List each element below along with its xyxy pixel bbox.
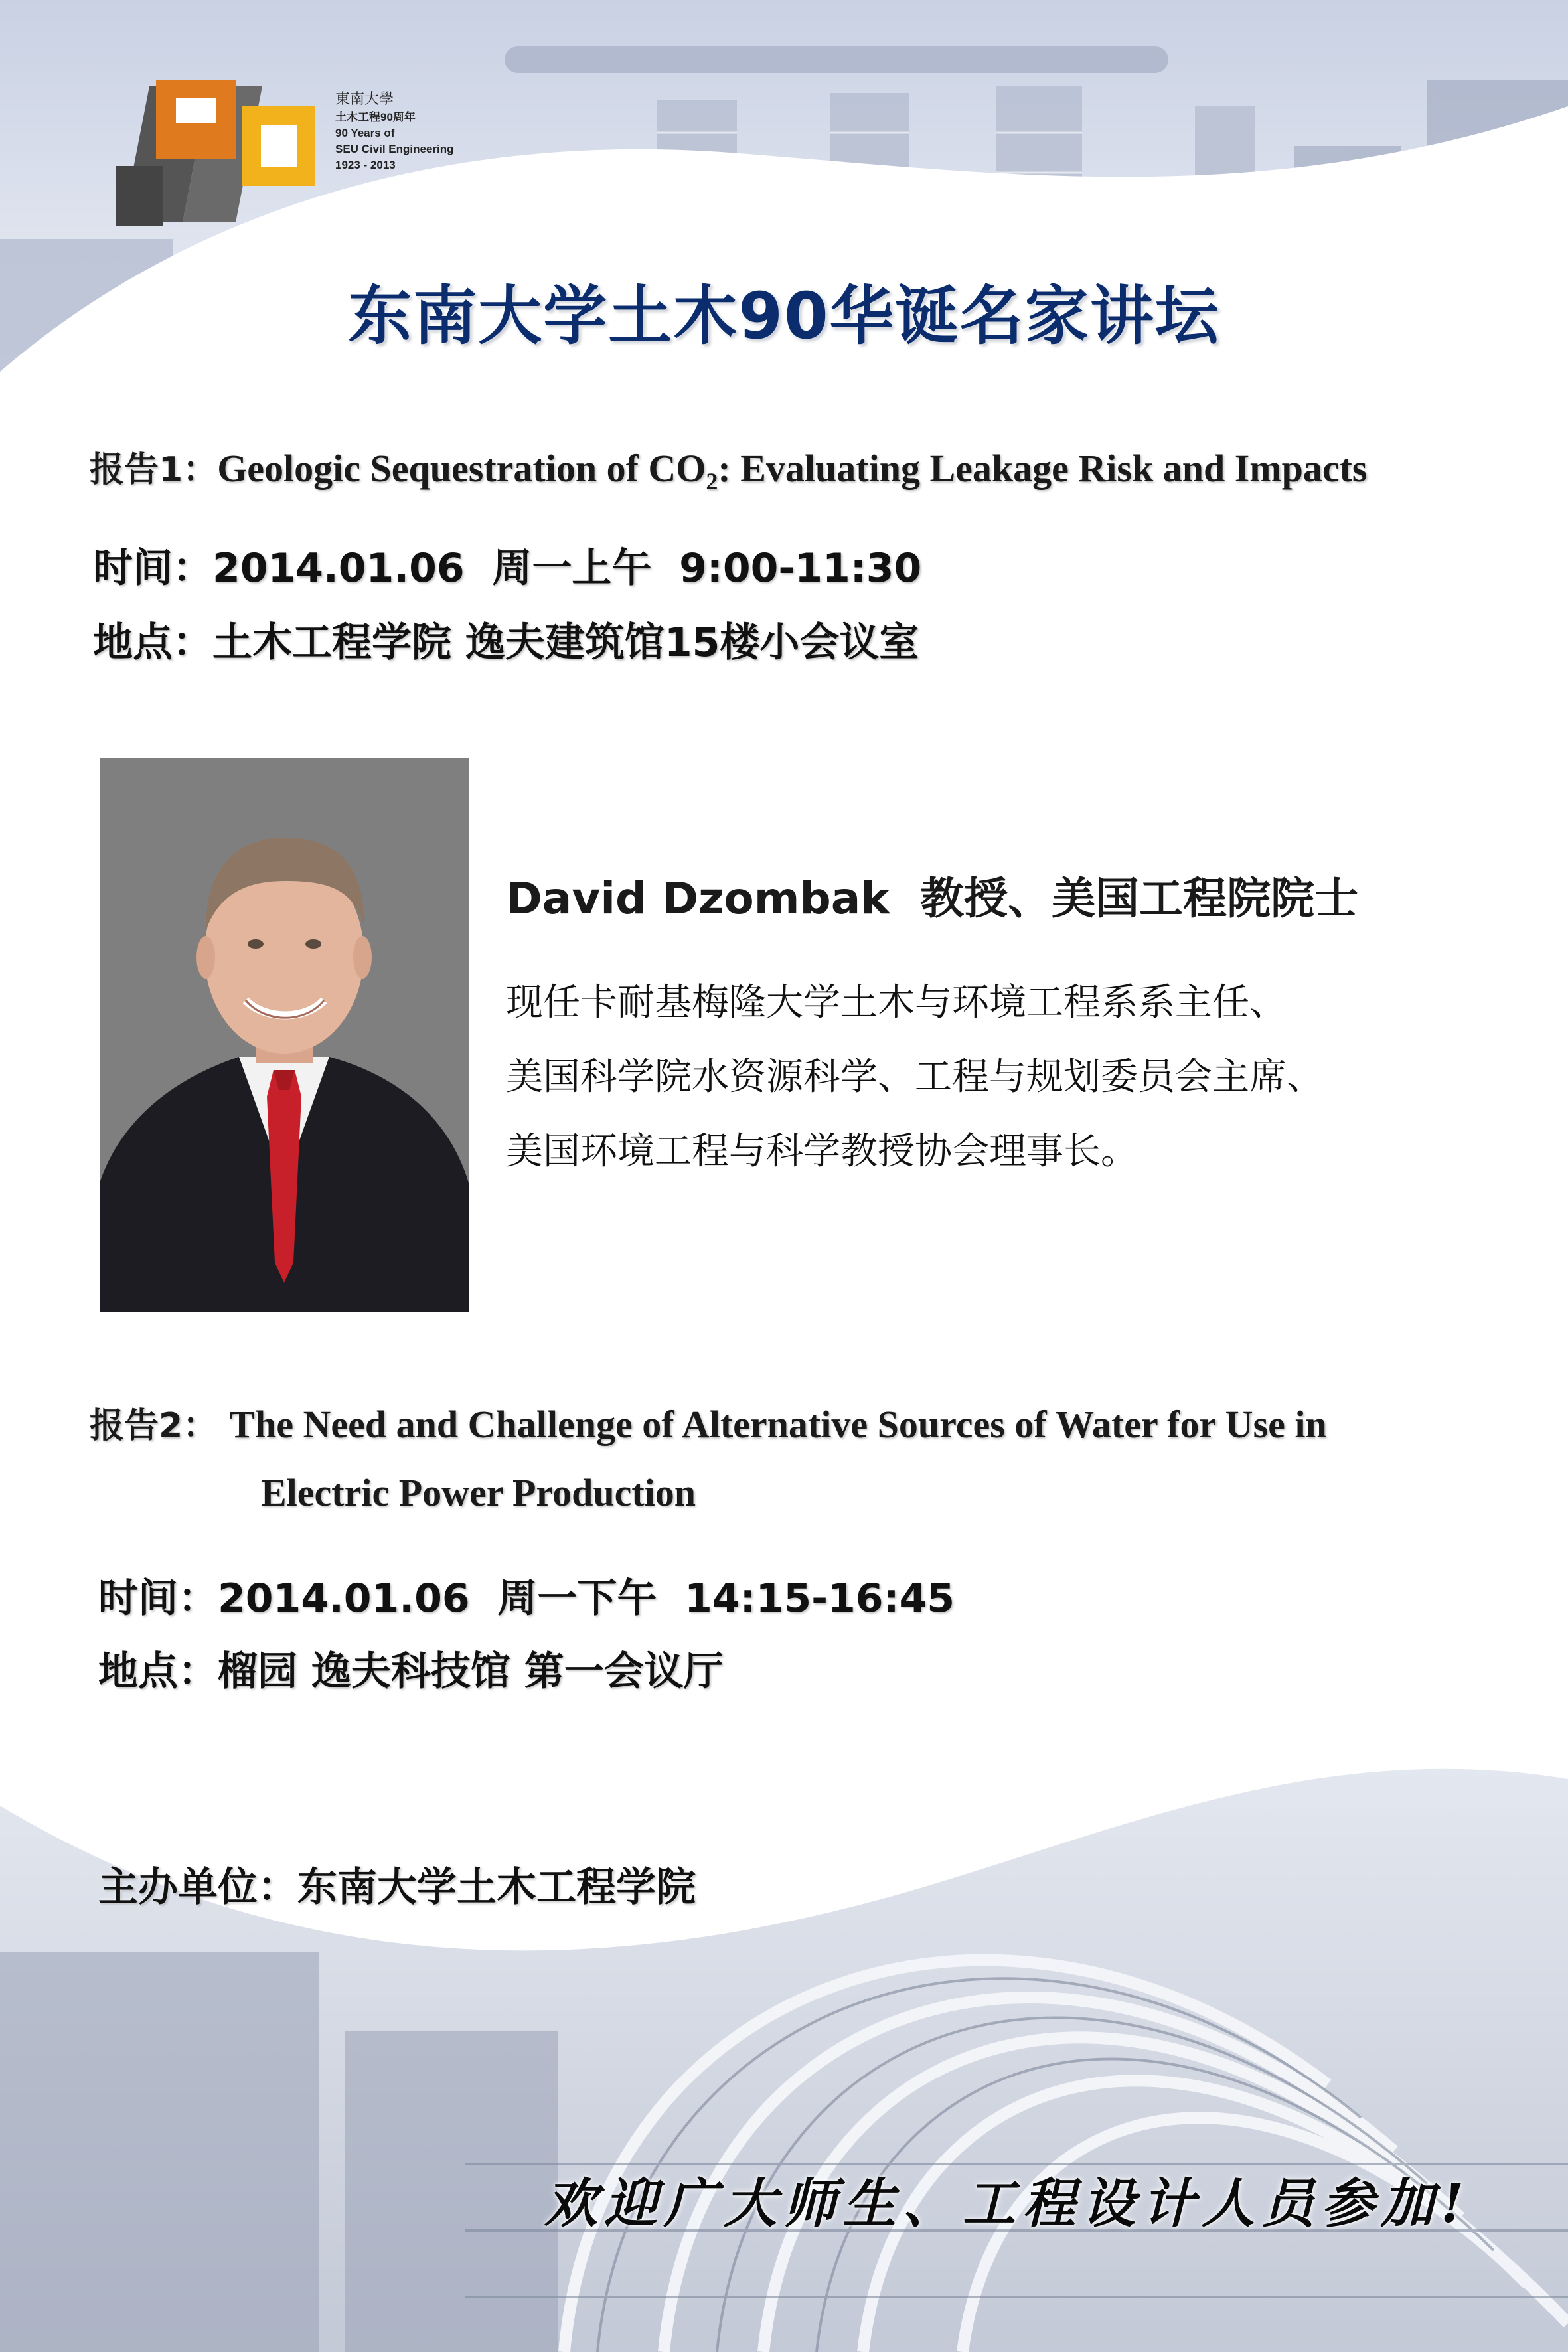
- logo-line: SEU Civil Engineering: [335, 143, 454, 155]
- bio-line: 现任卡耐基梅隆大学土木与环境工程系系主任、: [506, 981, 1287, 1024]
- bottom-arches-background: [0, 1753, 1568, 2352]
- logo-line: 90 Years of: [335, 127, 395, 139]
- report2-place: 地点：榴园 逸夫科技馆 第一会议厅: [98, 1648, 724, 1695]
- welcome-slogan: 欢迎广大师生、工程设计人员参加!: [544, 2172, 1471, 2234]
- report2-title-line1: The Need and Challenge of Alternative Sources of Water for Use in: [229, 1403, 1327, 1446]
- report2-title: [90, 1397, 1327, 1447]
- speaker-bio: [506, 966, 1502, 1189]
- report2-time: 时间：2014.01.06 周一下午 14:15-16:45: [98, 1575, 955, 1622]
- seu-90-logo: [110, 66, 329, 236]
- logo-caption: [335, 90, 534, 173]
- bio-line: 美国科学院水资源科学、工程与规划委员会主席、: [506, 1056, 1324, 1099]
- report1-label: 报告1：: [90, 450, 218, 490]
- report1-time: 时间：2014.01.06 周一上午 9:00-11:30: [93, 545, 922, 591]
- report1-title-text: [217, 447, 1368, 495]
- logo-line: 1923 - 2013: [335, 159, 396, 171]
- report2-title-line2: Electric Power Production: [261, 1471, 696, 1514]
- bio-line: 美国环境工程与科学教授协会理事长。: [506, 1130, 1138, 1173]
- logo-line: 東南大學: [335, 91, 394, 108]
- organizer: 主办单位：东南大学土木工程学院: [98, 1864, 696, 1911]
- speaker-name: David Dzombak 教授、美国工程院院士: [506, 873, 1359, 924]
- speaker-photo: [100, 758, 469, 1312]
- report1-title-pre: Geologic Sequestration of CO: [217, 447, 706, 490]
- report1-title-subscript: 2: [706, 468, 718, 495]
- poster-title: 东南大学土木90华诞名家讲坛: [348, 279, 1220, 353]
- report1-place: 地点：土木工程学院 逸夫建筑馆15楼小会议室: [93, 619, 919, 666]
- logo-line: 土木工程90周年: [335, 111, 416, 123]
- report1-title: [90, 441, 1368, 495]
- report1-title-post: : Evaluating Leakage Risk and Impacts: [718, 447, 1368, 490]
- report2-label: 报告2：: [90, 1406, 218, 1446]
